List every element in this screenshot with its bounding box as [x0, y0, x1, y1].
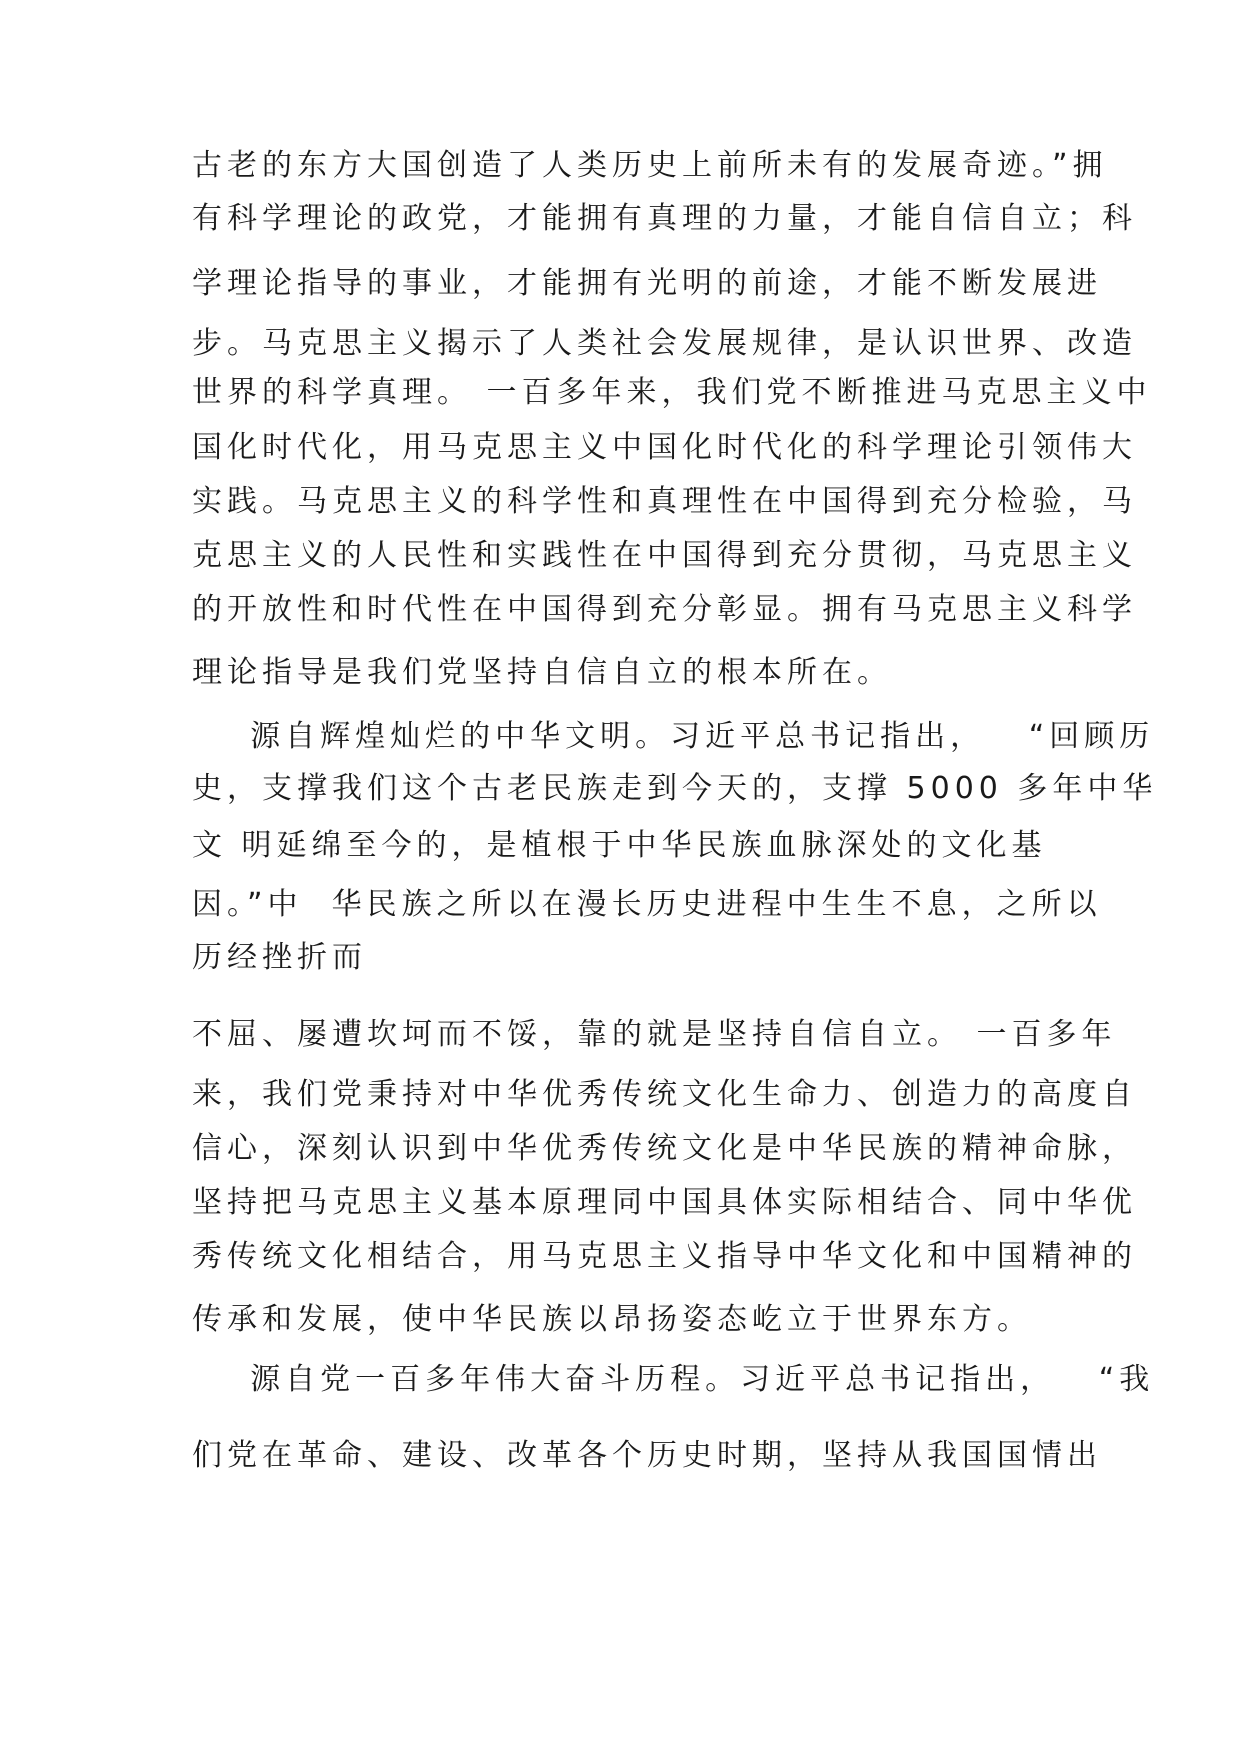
text-line: 实践。马克思主义的科学性和真理性在中国得到充分检验，马: [192, 484, 1137, 519]
text-line: 古老的东方大国创造了人类历史上前所未有的发展奇迹。”拥: [192, 148, 1108, 183]
text-line: 有科学理论的政党，才能拥有真理的力量，才能自信自立；科: [192, 201, 1137, 236]
text-line: 历经挫折而: [192, 940, 367, 975]
text-line: 源自党一百多年伟大奋斗历程。习近平总书记指出， “我: [192, 1362, 1155, 1397]
text-line: 来，我们党秉持对中华优秀传统文化生命力、创造力的高度自: [192, 1077, 1137, 1112]
text-line: 秀传统文化相结合，用马克思主义指导中华文化和中国精神的: [192, 1239, 1137, 1274]
text-line: 传承和发展，使中华民族以昂扬姿态屹立于世界东方。: [192, 1302, 1032, 1337]
text-line: 史，支撑我们这个古老民族走到今天的，支撑 5000 多年中华: [192, 771, 1158, 806]
text-line: 学理论指导的事业，才能拥有光明的前途，才能不断发展进: [192, 266, 1102, 301]
text-line: 的开放性和时代性在中国得到充分彰显。拥有马克思主义科学: [192, 592, 1137, 627]
text-line: 因。”中 华民族之所以在漫长历史进程中生生不息，之所以: [192, 887, 1102, 922]
text-line: 理论指导是我们党坚持自信自立的根本所在。: [192, 655, 892, 690]
text-line: 文 明延绵至今的，是植根于中华民族血脉深处的文化基: [192, 828, 1047, 863]
text-line: 们党在革命、建设、改革各个历史时期，坚持从我国国情出: [192, 1438, 1102, 1473]
text-line: 坚持把马克思主义基本原理同中国具体实际相结合、同中华优: [192, 1185, 1137, 1220]
text-line: 源自辉煌灿烂的中华文明。习近平总书记指出， “回顾历: [192, 719, 1155, 754]
text-line: 克思主义的人民性和实践性在中国得到充分贯彻，马克思主义: [192, 538, 1137, 573]
text-line: 国化时代化，用马克思主义中国化时代化的科学理论引领伟大: [192, 430, 1137, 465]
text-line: 信心，深刻认识到中华优秀传统文化是中华民族的精神命脉，: [192, 1131, 1137, 1166]
text-line: 步。马克思主义揭示了人类社会发展规律，是认识世界、改造: [192, 326, 1137, 361]
text-line: 世界的科学真理。 一百多年来，我们党不断推进马克思主义中: [192, 375, 1152, 410]
text-line: 不屈、屡遭坎坷而不馁，靠的就是坚持自信自立。 一百多年: [192, 1017, 1117, 1052]
